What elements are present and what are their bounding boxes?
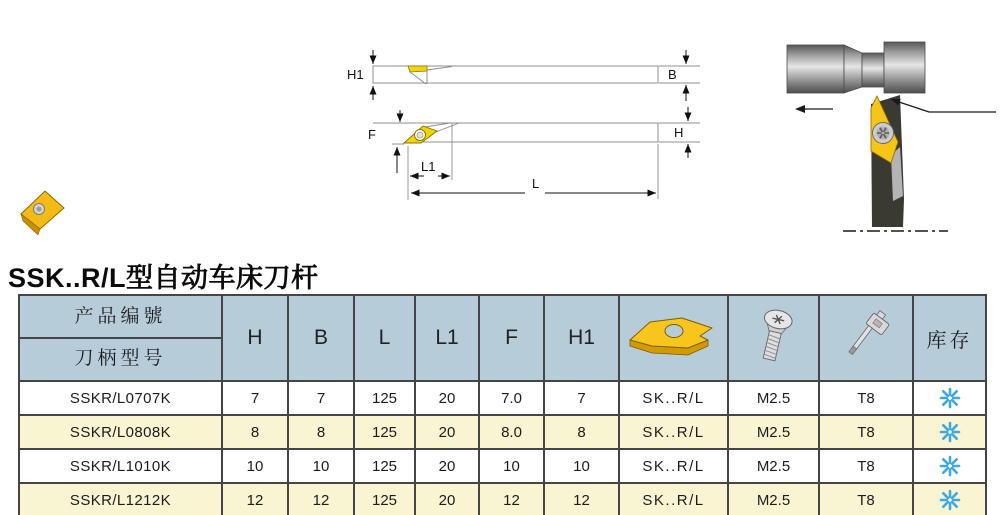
model-cell: SSKR/L1212K (19, 483, 222, 515)
column-header-stock: 库存 (913, 295, 986, 381)
dim-label-h1: H1 (347, 67, 364, 82)
dimension-drawings (340, 30, 720, 210)
stock-cell (913, 449, 986, 483)
column-header-B: B (288, 295, 354, 381)
torx-key-icon (834, 306, 898, 370)
table-row (19, 381, 986, 415)
tool-in-cut (871, 95, 904, 227)
column-header-H: H (222, 295, 288, 381)
model-cell: SSKR/L1010K (19, 449, 222, 483)
value-cell: 10 (222, 449, 288, 483)
tool-shank-3d (0, 0, 103, 64)
table-row (19, 449, 986, 483)
column-header-L: L (354, 295, 415, 381)
side-view-drawing (368, 107, 700, 200)
model-cell: SSKR/L0808K (19, 415, 222, 449)
spec-table (18, 294, 987, 515)
holder-model-label: 刀柄型号 (74, 348, 167, 369)
pointer-arrow-insert (890, 99, 996, 112)
value-cell: 10 (479, 449, 544, 483)
value-cell: 7 (288, 381, 354, 415)
dim-label-b: B (668, 67, 677, 82)
value-cell: 12 (479, 483, 544, 515)
column-header-L1: L1 (415, 295, 479, 381)
dim-label-l1: L1 (421, 159, 436, 174)
stock-asterisk-icon (939, 455, 961, 477)
value-cell: 125 (354, 483, 415, 515)
insert-model-cell: SK..R/L (619, 449, 728, 483)
value-cell: 125 (354, 381, 415, 415)
value-cell: 12 (222, 483, 288, 515)
table-row (19, 415, 986, 449)
stock-cell (913, 381, 986, 415)
stock-asterisk-icon (939, 387, 961, 409)
stock-cell (913, 415, 986, 449)
model-cell: SSKR/L0707K (19, 381, 222, 415)
value-cell: 20 (415, 449, 479, 483)
stock-asterisk-icon (939, 489, 961, 511)
column-header-insert (619, 295, 728, 381)
value-cell: 20 (415, 483, 479, 515)
key-cell: T8 (819, 415, 913, 449)
value-cell: 8 (544, 415, 619, 449)
torx-screw-icon (873, 123, 894, 144)
value-cell: 7 (544, 381, 619, 415)
stock-cell (913, 483, 986, 515)
value-cell: 125 (354, 415, 415, 449)
insert-model-cell: SK..R/L (619, 381, 728, 415)
tool-holder-3d-photo (0, 0, 330, 260)
value-cell: 10 (288, 449, 354, 483)
clamp-screw-icon (742, 306, 806, 370)
dim-label-h: H (674, 125, 684, 140)
screw-cell: M2.5 (728, 483, 819, 515)
column-header-F: F (479, 295, 544, 381)
value-cell: 12 (288, 483, 354, 515)
screw-cell: M2.5 (728, 449, 819, 483)
workpiece (787, 42, 925, 93)
value-cell: 7.0 (479, 381, 544, 415)
insert-3d (21, 191, 64, 235)
column-header-H1: H1 (544, 295, 619, 381)
value-cell: 8 (288, 415, 354, 449)
value-cell: 10 (544, 449, 619, 483)
dim-label-l: L (532, 176, 540, 191)
stock-asterisk-icon (939, 421, 961, 443)
column-header-key (819, 295, 913, 381)
value-cell: 8.0 (479, 415, 544, 449)
header-row (19, 295, 986, 381)
value-cell: 8 (222, 415, 288, 449)
top-view-drawing (347, 50, 700, 101)
key-cell: T8 (819, 381, 913, 415)
column-header-screw (728, 295, 819, 381)
insert-model-cell: SK..R/L (619, 483, 728, 515)
value-cell: 7 (222, 381, 288, 415)
value-cell: 125 (354, 449, 415, 483)
value-cell: 20 (415, 415, 479, 449)
turning-application-diagram (770, 10, 1000, 250)
key-cell: T8 (819, 449, 913, 483)
value-cell: 20 (415, 381, 479, 415)
page-title: SSK..R/L型自动车床刀杆 (8, 263, 319, 293)
screw-cell: M2.5 (728, 415, 819, 449)
screw-cell: M2.5 (728, 381, 819, 415)
dim-label-f: F (368, 127, 376, 142)
table-row (19, 483, 986, 515)
insert-top-view (408, 66, 427, 72)
key-cell: T8 (819, 483, 913, 515)
value-cell: 12 (544, 483, 619, 515)
insert-icon (626, 312, 722, 364)
product-code-label: 产品编號 (20, 297, 221, 339)
feed-arrow-left (795, 105, 833, 113)
insert-model-cell: SK..R/L (619, 415, 728, 449)
column-header-model (19, 295, 222, 381)
